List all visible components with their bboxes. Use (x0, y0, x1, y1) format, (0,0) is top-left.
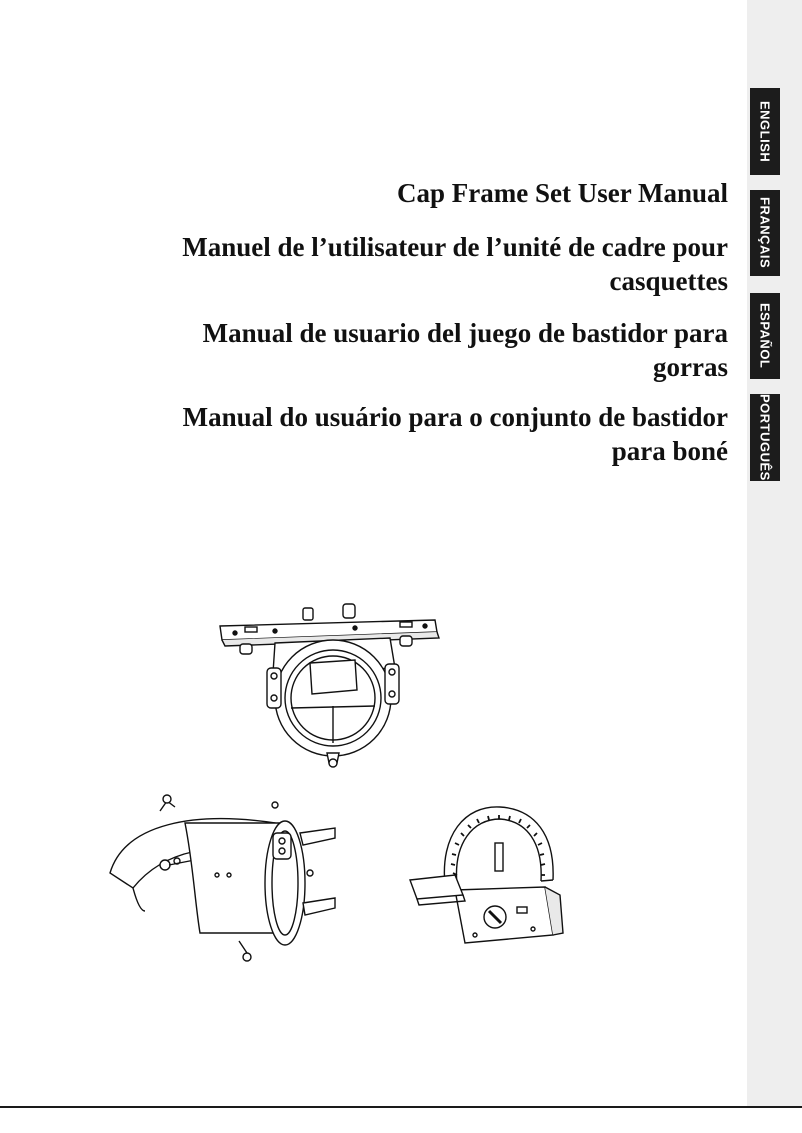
title-portuguese-line-1: Manual do usuário para o conjunto de bastidor (182, 402, 728, 432)
cap-frame-stand-icon (405, 795, 575, 955)
title-spanish (140, 316, 728, 384)
title-french (140, 230, 728, 298)
title-portuguese-line-2: para boné (611, 436, 728, 466)
tab-english-label: ENGLISH (757, 100, 773, 163)
title-french-line-2: casquettes (609, 266, 728, 296)
tab-francais-label: FRANÇAIS (757, 197, 773, 269)
bottom-rule (0, 1106, 802, 1108)
tab-portugues-label: PORTUGUÊS (757, 394, 773, 481)
title-portuguese (140, 400, 728, 468)
cap-frame-icon (105, 793, 340, 968)
title-english-line: Cap Frame Set User Manual (397, 178, 728, 208)
title-french-line-1: Manuel de l’utilisateur de l’unité de cadre pour (182, 232, 728, 262)
tab-espanol[interactable] (750, 293, 780, 379)
title-spanish-line-2: gorras (653, 352, 728, 382)
tab-portugues[interactable] (750, 394, 780, 481)
tab-espanol-label: ESPAÑOL (757, 303, 773, 369)
title-spanish-line-1: Manual de usuario del juego de bastidor para (202, 318, 728, 348)
tab-francais[interactable] (750, 190, 780, 276)
tab-english[interactable] (750, 88, 780, 175)
cap-frame-driver-icon (215, 598, 455, 768)
title-english (140, 176, 728, 210)
